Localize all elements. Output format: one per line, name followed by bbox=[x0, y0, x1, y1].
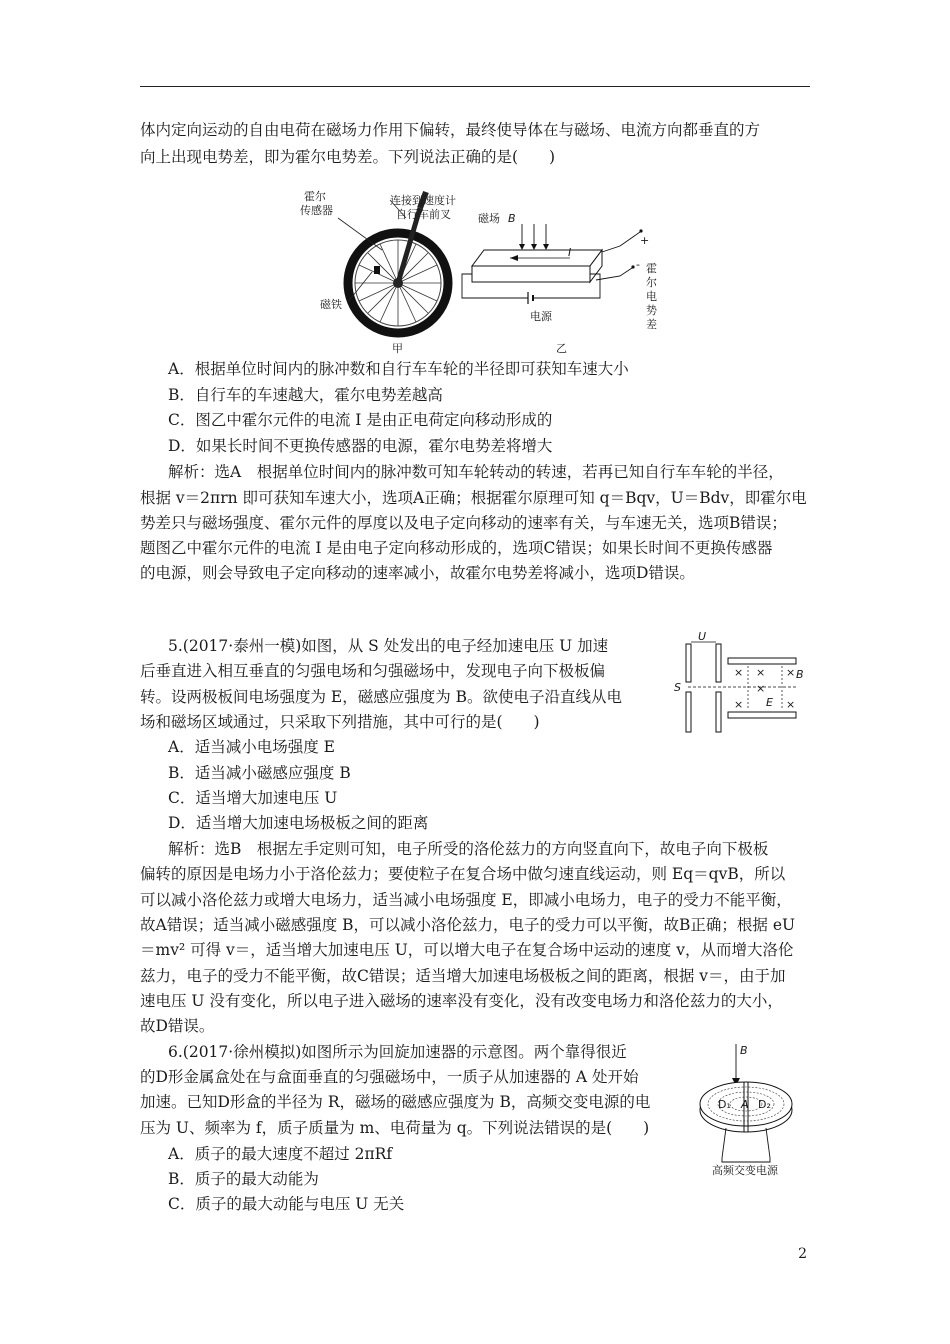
label-field: 磁场 bbox=[478, 212, 500, 225]
label-i: I bbox=[568, 246, 572, 259]
intro-line-2: 向上出现电势差，即为霍尔电势差。下列说法正确的是( ) bbox=[140, 148, 556, 166]
q5-label-u: U bbox=[698, 630, 707, 643]
q5-analysis-6: 兹力，电子的受力不能平衡，故C错误；适当增大加速电场极板之间的距离，根据 v＝，由于加 bbox=[140, 967, 786, 985]
label-hall-v-5: 差 bbox=[646, 318, 657, 331]
q6-label-b: B bbox=[740, 1044, 748, 1057]
q6-option-a: A．质子的最大速度不超过 2πRf bbox=[168, 1145, 393, 1163]
caption-jia: 甲 bbox=[392, 342, 403, 355]
q5-analysis-1: 解析：选B 根据左手定则可知，电子所受的洛伦兹力的方向竖直向下，故电子向下极板 bbox=[168, 840, 769, 858]
q6-stem-3: 加速。已知D形盒的半径为 R，磁场的磁感应强度为 B，高频交变电源的电 bbox=[140, 1093, 651, 1111]
label-hall-v-2: 尔 bbox=[646, 276, 657, 289]
q5-option-b: B．适当减小磁感应强度 B bbox=[168, 764, 351, 782]
q6-label-d1: D₁ bbox=[718, 1098, 731, 1111]
label-hall-1: 霍尔 bbox=[304, 190, 326, 203]
q5-stem-1: 5.(2017·泰州一模)如图，从 S 处发出的电子经加速电压 U 加速 bbox=[168, 637, 609, 655]
velocity-selector-figure bbox=[672, 630, 812, 740]
q6-option-c: C．质子的最大动能与电压 U 无关 bbox=[168, 1195, 405, 1213]
q4-analysis-5: 的电源，则会导致电子定向移动的速率减小，故霍尔电势差将减小，选项D错误。 bbox=[140, 564, 695, 582]
q4-option-c: C．图乙中霍尔元件的电流 I 是由正电荷定向移动形成的 bbox=[168, 411, 553, 429]
q5-analysis-5: ＝mv² 可得 v＝，适当增大加速电压 U，可以增大电子在复合场中运动的速度 v，从而增大洛伦 bbox=[140, 941, 794, 959]
q5-label-s: S bbox=[674, 681, 681, 694]
q5-analysis-4: 故A错误；适当减小磁感强度 B，可以减小洛伦兹力，电子的受力可以平衡，故B正确；根据 eU bbox=[140, 916, 796, 934]
label-plus: + bbox=[640, 234, 650, 247]
q5-label-b: B bbox=[796, 668, 804, 681]
q5-analysis-2: 偏转的原因是电场力小于洛伦兹力；要使粒子在复合场中做匀速直线运动，则 Eq＝qvB，所以 bbox=[140, 865, 786, 883]
q4-option-b: B．自行车的车速越大，霍尔电势差越高 bbox=[168, 386, 443, 404]
label-magnet: 磁铁 bbox=[320, 298, 342, 311]
hall-element-diagram bbox=[462, 224, 643, 304]
q6-label-a: A bbox=[741, 1098, 749, 1111]
q5-stem-4: 场和磁场区域通过，只采取下列措施，其中可行的是( ) bbox=[140, 713, 540, 731]
header-rule bbox=[140, 86, 810, 87]
q4-option-d: D．如果长时间不更换传感器的电源，霍尔电势差将增大 bbox=[168, 437, 553, 455]
q6-stem-2: 的D形金属盒处在与盒面垂直的匀强磁场中，一质子从加速器的 A 处开始 bbox=[140, 1068, 639, 1086]
q4-analysis-1: 解析：选A 根据单位时间内的脉冲数可知车轮转动的转速，若再已知自行车车轮的半径， bbox=[168, 463, 784, 481]
label-hall-v-4: 势 bbox=[646, 304, 657, 317]
q5-cross: × bbox=[756, 682, 766, 695]
q5-label-e: E bbox=[766, 696, 773, 709]
q5-option-c: C．适当增大加速电压 U bbox=[168, 789, 338, 807]
q4-analysis-3: 势差只与磁场强度、霍尔元件的厚度以及电子定向移动的速率有关，与车速无关，选项B错误； bbox=[140, 514, 787, 532]
q5-cross: × bbox=[734, 666, 744, 679]
label-hall-2: 传感器 bbox=[300, 204, 333, 217]
q5-stem-2: 后垂直进入相互垂直的匀强电场和匀强磁场中，发现电子向下极板偏 bbox=[140, 662, 606, 680]
hall-sensor-figure bbox=[300, 188, 670, 360]
q5-analysis-7: 速电压 U 没有变化，所以电子进入磁场的速率没有变化，没有改变电场力和洛伦兹力的大小， bbox=[140, 992, 783, 1010]
label-connect: 连接到速度计 bbox=[390, 194, 456, 207]
q5-cross: × bbox=[786, 666, 796, 679]
q5-stem-3: 转。设两极板间电场强度为 E，磁感应强度为 B。欲使电子沿直线从电 bbox=[140, 688, 623, 706]
label-minus: - bbox=[636, 258, 640, 271]
label-b: B bbox=[508, 212, 516, 225]
label-hall-v-3: 电 bbox=[646, 290, 657, 303]
cyclotron-figure bbox=[690, 1036, 810, 1176]
q5-option-d: D．适当增大加速电场极板之间的距离 bbox=[168, 814, 429, 832]
intro-line-1: 体内定向运动的自由电荷在磁场力作用下偏转，最终使导体在与磁场、电流方向都垂直的方 bbox=[140, 121, 761, 139]
page-number: 2 bbox=[798, 1246, 807, 1262]
q5-cross: × bbox=[786, 698, 796, 711]
q6-option-b: B．质子的最大动能为 bbox=[168, 1170, 319, 1188]
label-source: 电源 bbox=[530, 310, 552, 323]
q5-cross: × bbox=[734, 698, 744, 711]
caption-yi: 乙 bbox=[556, 342, 567, 355]
q4-analysis-4: 题图乙中霍尔元件的电流 I 是由电子定向移动形成的，选项C错误；如果长时间不更换传感器 bbox=[140, 539, 773, 557]
q5-option-a: A．适当减小电场强度 E bbox=[168, 738, 335, 756]
q4-analysis-2: 根据 v＝2πrn 即可获知车速大小，选项A正确；根据霍尔原理可知 q＝Bqv，U＝Bdv，即霍尔电 bbox=[140, 489, 807, 507]
q4-option-a: A．根据单位时间内的脉冲数和自行车车轮的半径即可获知车速大小 bbox=[168, 360, 629, 378]
q5-cross: × bbox=[756, 666, 766, 679]
q5-analysis-3: 可以减小洛伦兹力或增大电场力，适当减小电场强度 E，即减小电场力，电子的受力不能平衡， bbox=[140, 891, 792, 909]
q6-stem-4: 压为 U、频率为 f，质子质量为 m、电荷量为 q。下列说法错误的是( ) bbox=[140, 1119, 650, 1137]
label-hall-v-1: 霍 bbox=[646, 262, 657, 275]
label-fork: 自行车前叉 bbox=[396, 208, 451, 221]
q6-stem-1: 6.(2017·徐州模拟)如图所示为回旋加速器的示意图。两个靠得很近 bbox=[168, 1043, 627, 1061]
q6-label-d2: D₂ bbox=[758, 1098, 771, 1111]
q6-caption: 高频交变电源 bbox=[712, 1164, 778, 1176]
q5-analysis-8: 故D错误。 bbox=[140, 1017, 215, 1035]
